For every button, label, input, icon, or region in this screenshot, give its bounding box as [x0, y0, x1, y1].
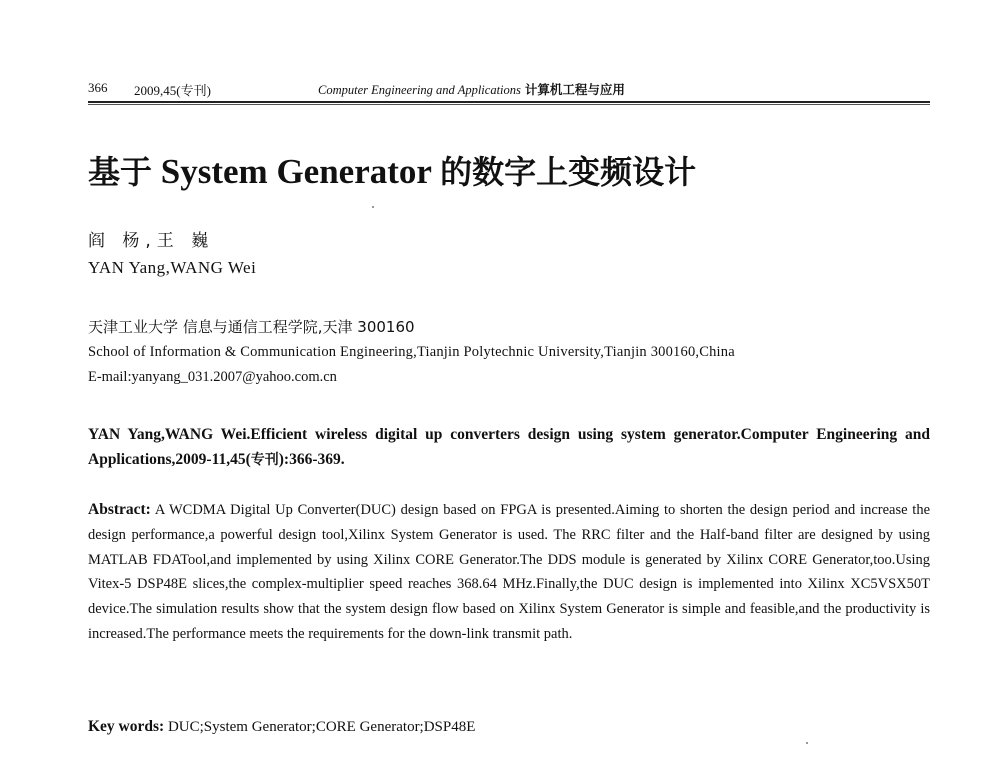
title-cn-suffix: 的数字上变频设计: [440, 153, 697, 191]
page-number: 366: [88, 80, 108, 95]
abstract: [88, 498, 930, 647]
journal-name-en: Computer Engineering and Applications: [318, 83, 521, 97]
journal-name: [318, 80, 625, 98]
citation-text-after: ):366-369.: [278, 451, 345, 468]
abstract-text: A WCDMA Digital Up Converter(DUC) design based on FPGA is presented.Aiming to shorten the design period and increase the design performance,a powerful design tool,Xilinx System Generator is used. The RRC filter and the Half-band filter are designed by using MATLAB FDATool,and implemented by using Xilinx CORE Generator.The DDS module is generated by Xilinx CORE Generator,too.Using Vitex-5 DSP48E slices,the complex-multiplier speed reaches 368.64 MHz.Finally,the DUC design is implemented into Xilinx XC5VSX50T device.The simulation results show that the system design flow based on Xilinx System Generator is simple and feasible,and the productivity is increased.The performance meets the requirements for the down-link transmit path.: [88, 502, 931, 642]
journal-name-cn: 计算机工程与应用: [524, 82, 625, 97]
header-rule-thick: [88, 101, 930, 103]
paper-title: [88, 150, 930, 194]
author-email: E-mail:yanyang_031.2007@yahoo.com.cn: [88, 369, 337, 385]
keywords-text: DUC;System Generator;CORE Generator;DSP48E: [167, 719, 476, 735]
header-rule-thin: [88, 104, 930, 105]
citation-special-issue: 专刊: [250, 452, 279, 468]
title-cn-prefix: 基于: [88, 153, 153, 191]
keywords: [88, 718, 930, 736]
authors-en: YAN Yang,WANG Wei: [88, 258, 257, 277]
authors-cn: 阎 杨,王 巍: [88, 231, 215, 251]
keywords-label: Key words:: [88, 718, 165, 735]
title-en: System Generator: [160, 152, 432, 191]
issue-info: 2009,45(专刊): [134, 83, 211, 98]
citation-text-before: YAN Yang,WANG Wei.Efficient wireless digital up converters design using system generator.Computer Engineering and Applications,2009-11,45(: [88, 426, 930, 468]
scan-speck: [372, 206, 374, 208]
scan-speck: [806, 742, 808, 744]
affiliation-en: School of Information & Communication Engineering,Tianjin Polytechnic University,Tianjin 300160,China: [88, 344, 735, 360]
citation: [88, 422, 930, 473]
abstract-label: Abstract:: [88, 501, 151, 518]
affiliation-cn: 天津工业大学 信息与通信工程学院,天津 300160: [88, 318, 415, 336]
